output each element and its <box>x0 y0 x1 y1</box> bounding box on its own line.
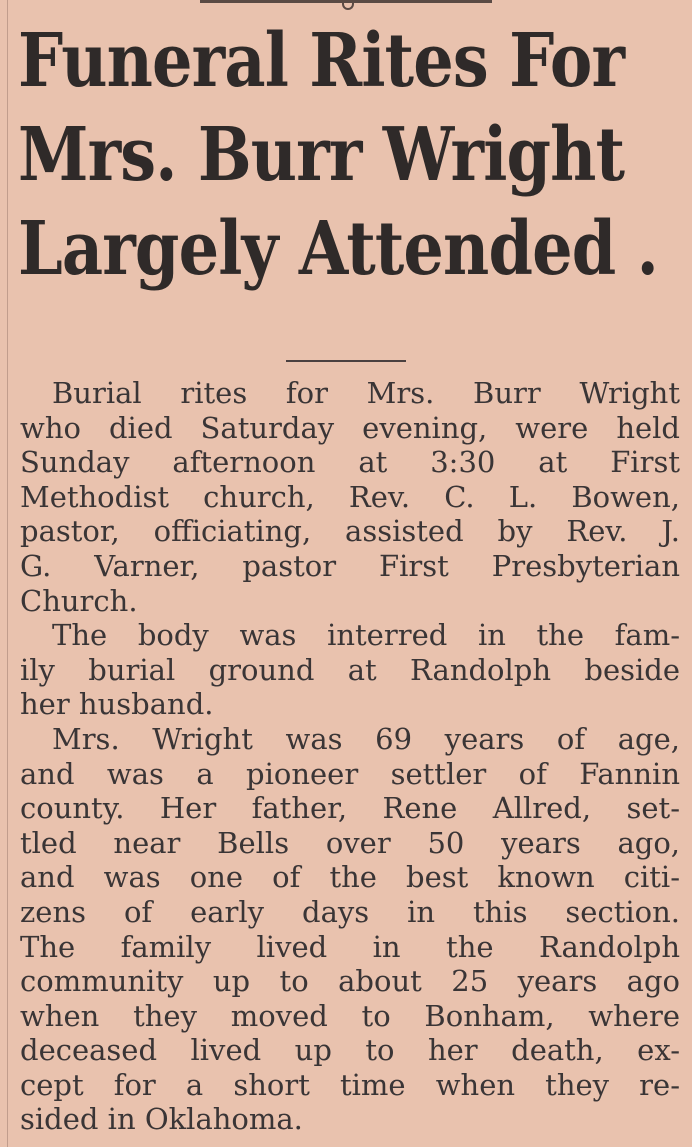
headline-line-3: Largely Attended . <box>18 206 658 292</box>
article-line: and was a pioneer settler of Fannin <box>20 756 680 791</box>
article-line: who died Saturday evening, were held <box>20 410 680 445</box>
article-line: county. Her father, Rene Allred, set- <box>20 791 680 826</box>
article-line: cept for a short time when they re- <box>20 1067 680 1102</box>
article-line: when they moved to Bonham, where <box>20 998 680 1033</box>
article-line: and was one of the best known citi- <box>20 860 680 895</box>
article-line: zens of early days in this section. <box>20 894 680 929</box>
headline-divider <box>286 360 406 362</box>
paragraph-1 <box>20 376 680 618</box>
article-line: her husband. <box>20 687 214 722</box>
paragraph-2 <box>20 618 680 722</box>
article-line: deceased lived up to her death, ex- <box>20 1033 680 1068</box>
top-rule-mark <box>342 0 354 10</box>
article-line: tled near Bells over 50 years ago, <box>20 825 680 860</box>
article-line: The body was interred in the fam- <box>52 618 680 653</box>
article-line: Methodist church, Rev. C. L. Bowen, <box>20 479 680 514</box>
article-line: pastor, officiating, assisted by Rev. J. <box>20 514 680 549</box>
article-line: Mrs. Wright was 69 years of age, <box>52 721 680 756</box>
article-line: Sunday afternoon at 3:30 at First <box>20 445 680 480</box>
article-line: Burial rites for Mrs. Burr Wright <box>52 376 680 410</box>
article-line: Church. <box>20 583 138 618</box>
article-body <box>20 376 680 1137</box>
article-line: G. Varner, pastor First Presbyterian <box>20 548 680 583</box>
headline <box>18 14 658 296</box>
headline-line-1: Funeral Rites For <box>18 18 625 104</box>
headline-line-2: Mrs. Burr Wright <box>18 112 625 198</box>
clipping-edge <box>7 0 8 1147</box>
article-line: ily burial ground at Randolph beside <box>20 652 680 687</box>
article-line: The family lived in the Randolph <box>20 929 680 964</box>
article-line: community up to about 25 years ago <box>20 964 680 999</box>
article-line: sided in Oklahoma. <box>20 1102 303 1137</box>
paragraph-3 <box>20 722 680 1137</box>
